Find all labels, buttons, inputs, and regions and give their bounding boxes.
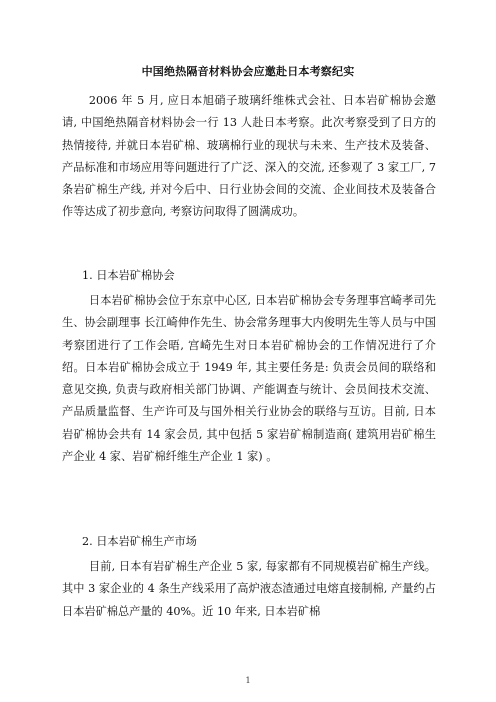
section-body-2: 目前, 日本有岩矿棉生产企业 5 家, 每家都有不同规模岩矿棉生产线。其中 3 家企业的 4 条生产线采用了高炉液态渣通过电熔直接制棉, 产量约占日本岩矿棉总产量的 40%。近 10 年来, 日本岩矿棉 xyxy=(62,560,436,618)
page-number: 1 xyxy=(245,676,251,685)
section-heading-1: 1. 日本岩矿棉协会 xyxy=(82,269,175,282)
section-heading-2: 2. 日本岩矿棉生产市场 xyxy=(82,535,197,548)
section-body-1: 日本岩矿棉协会位于东京中心区, 日本岩矿棉协会专务理事宫崎孝司先生、协会副理事 长江崎伸作先生、协会常务理事大内俊明先生等人员与中国考察团进行了工作会晤, 宫崎先生对日本岩矿棉协会的工作情况进行了介绍。日本岩矿棉协会成立于 1949 年, 其主要任务是: 负责会员间的联络和意见交换, 负责与政府相关部门协调、产能调查与统计、会员间技术交流、产品质量监督、生产许可及与国外相关行业协会的联络与互访。目前, 日本岩矿棉协会共有 14 家会员, 其中包括 5 家岩矿棉制造商( 建筑用岩矿棉生产企业 4 家、岩矿棉纤维生产企业 1 家) 。 xyxy=(62,294,436,464)
document-title: 中国绝热隔音材料协会应邀赴日本考察纪实 xyxy=(141,65,355,78)
intro-paragraph: 2006 年 5 月, 应日本旭硝子玻璃纤维株式会社、日本岩矿棉协会邀请, 中国绝热隔音材料协会一行 13 人赴日本考察。此次考察受到了日方的热情接待, 并就日本岩矿棉、玻璃棉行业的现状与未来、生产技术及装备、产品标准和市场应用等问题进行了广泛、深入的交流, 还参观了 3 家工厂, 7 条岩矿棉生产线, 并对今后中、日行业协会间的交流、企业间技术及装备合作等达成了初步意向, 考察访问取得了圆满成功。 xyxy=(62,94,436,219)
